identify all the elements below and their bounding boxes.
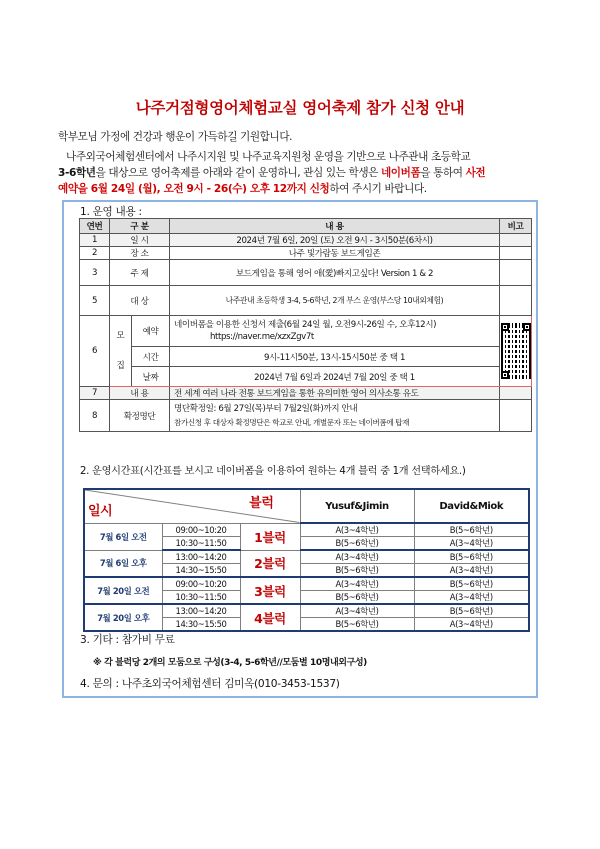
operation-table <box>79 218 532 432</box>
section4-heading: 4. 문의 : 나주초외국어체험센터 김미옥(010-3453-1537) <box>80 678 340 690</box>
table-row: 날짜 2024년 7월 6일과 2024년 7월 20일 중 택 1 <box>80 367 532 387</box>
qr-cell <box>500 316 532 387</box>
section2-heading: 2. 운영시간표(시간표를 보시고 네이버폼을 이용하여 원하는 4개 블럭 중 1개 선택하세요.) <box>80 466 466 477</box>
day-label: 7월 6일 오후 <box>84 550 162 577</box>
table-row: 14:30~15:50 B(5~6학년) A(3~4학년) <box>84 564 529 578</box>
intro-line-3: 3-6학년을 대상으로 영어축제를 아래와 같이 운영하니, 관심 있는 학생은 네이버폼을 통하여 사전 <box>58 167 486 179</box>
block-label: 4블럭 <box>240 604 300 631</box>
timetable-corner <box>84 489 300 523</box>
intro-line-4: 예약을 6월 24일 (월), 오전 9시 - 26(수) 오후 12까지 신청하여 주시기 바랍니다. <box>58 183 427 195</box>
teacher-yusuf-jimin: Yusuf&Jimin <box>300 489 414 523</box>
target-text: 나주관내 초등학생 3-4, 5-6학년, 2개 부스 운영(부스당 10내외체험) <box>170 286 500 316</box>
header-remarks: 비고 <box>500 219 532 234</box>
table-row: 7월 6일 오전 09:00~10:20 1블럭 A(3~4학년) B(5~6학년) <box>84 523 529 537</box>
content-text: 전 세계 여러 나라 전통 보드게임을 통한 유의미한 영어 의사소통 유도 <box>170 387 500 400</box>
day-label: 7월 20일 오전 <box>84 577 162 604</box>
day-label: 7월 20일 오후 <box>84 604 162 631</box>
table-row: 10:30~11:50 B(5~6학년) A(3~4학년) <box>84 537 529 551</box>
table-row: 2 장 소 나주 빛가람동 보드게임존 <box>80 247 532 260</box>
naver-form-link[interactable]: https://naver.me/xzxZgv7t <box>210 332 314 342</box>
table-row: 7월 20일 오전 09:00~10:20 3블럭 A(3~4학년) B(5~6학년) <box>84 577 529 591</box>
recruit-label: 모 집 <box>110 316 132 387</box>
table-row: 7월 20일 오후 13:00~14:20 4블럭 A(3~4학년) B(5~6학년) <box>84 604 529 618</box>
header-no: 연번 <box>80 219 110 234</box>
table-row: 1 일 시 2024년 7월 6일, 20일 (토) 오전 9시 - 3시50분(6차시) <box>80 234 532 247</box>
table-row: 3 주 제 보드게임을 통해 영어 애(愛)빠지고싶다! Version 1 & 2 <box>80 260 532 286</box>
day-label: 7월 6일 오전 <box>84 523 162 550</box>
time-choice-text: 9시-11시50분, 13시-15시50분 중 택 1 <box>170 347 500 367</box>
teacher-david-miok: David&Miok <box>414 489 529 523</box>
qr-code-icon[interactable] <box>501 323 531 379</box>
intro-line-1 <box>58 128 558 146</box>
table-row: 시간 9시-11시50분, 13시-15시50분 중 택 1 <box>80 347 532 367</box>
section3-heading: 3. 기타 : 참가비 무료 <box>80 634 175 646</box>
naver-form-text: 네이버폼 <box>380 167 421 179</box>
block-axis-label: 블럭 <box>249 496 274 511</box>
theme-text: 보드게임을 통해 영어 애(愛)빠지고싶다! Version 1 & 2 <box>170 260 500 286</box>
table-row: 5 대 상 나주관내 초등학생 3-4, 5-6학년, 2개 부스 운영(부스당 10내외체험) <box>80 286 532 316</box>
table-row: 14:30~15:50 B(5~6학년) A(3~4학년) <box>84 618 529 632</box>
block-label: 2블럭 <box>240 550 300 577</box>
timetable <box>83 488 530 632</box>
location-text: 나주 빛가람동 보드게임존 <box>170 247 500 260</box>
block-label: 3블럭 <box>240 577 300 604</box>
section1-heading: 1. 운영 내용 : <box>80 206 142 218</box>
table-row: 6 모 집 예약 네이버폼을 이용한 신청서 제출(6월 24일 월, 오전9시-26일 수, 오후12시) https://naver.me/xzxZgv7t <box>80 316 532 347</box>
date-axis-label: 일시 <box>88 503 113 519</box>
header-content: 내 용 <box>170 219 500 234</box>
intro-greeting: 학부모님 가정에 건강과 행운이 가득하길 기원합니다. <box>58 131 293 143</box>
schedule-text: 2024년 7월 6일, 20일 (토) 오전 9시 - 3시50분(6차시) <box>170 234 500 247</box>
table-row: 7 내 용 전 세계 여러 나라 전통 보드게임을 통한 유의미한 영어 의사소통 유도 <box>80 387 532 400</box>
block-label: 1블럭 <box>240 523 300 550</box>
header-category: 구 분 <box>110 219 170 234</box>
group-note: ※ 각 블럭당 2개의 모둠으로 구성(3-4, 5-6학년//모둠별 10명내외구성) <box>93 658 367 668</box>
table-row: 8 확정명단 명단확정일: 6월 27일(목)부터 7월2일(화)까지 안내 참가신청 후 대상자 확정명단은 학교로 안내, 개별문자 또는 네이버폼에 탑재 <box>80 400 532 432</box>
reservation-period: 예약을 6월 24일 (월), 오전 9시 - 26(수) 오후 12까지 신청 <box>58 183 330 195</box>
intro-line-2: 나주외국어체험센터에서 나주시지원 및 나주교육지원청 운영을 기반으로 나주관내 초등학교 <box>66 151 471 163</box>
confirmation-cell: 명단확정일: 6월 27일(목)부터 7월2일(화)까지 안내 참가신청 후 대상자 확정명단은 학교로 안내, 개별문자 또는 네이버폼에 탑재 <box>170 400 500 432</box>
operation-table-header <box>80 219 532 234</box>
table-row: 7월 6일 오후 13:00~14:20 2블럭 A(3~4학년) B(5~6학년) <box>84 550 529 564</box>
table-row: 10:30~11:50 B(5~6학년) A(3~4학년) <box>84 591 529 605</box>
page-title: 나주거점형영어체험교실 영어축제 참가 신청 안내 <box>135 99 465 117</box>
reservation-cell: 네이버폼을 이용한 신청서 제출(6월 24일 월, 오전9시-26일 수, 오후12시) https://naver.me/xzxZgv7t <box>170 316 500 347</box>
date-choice-text: 2024년 7월 6일과 2024년 7월 20일 중 택 1 <box>170 367 500 387</box>
